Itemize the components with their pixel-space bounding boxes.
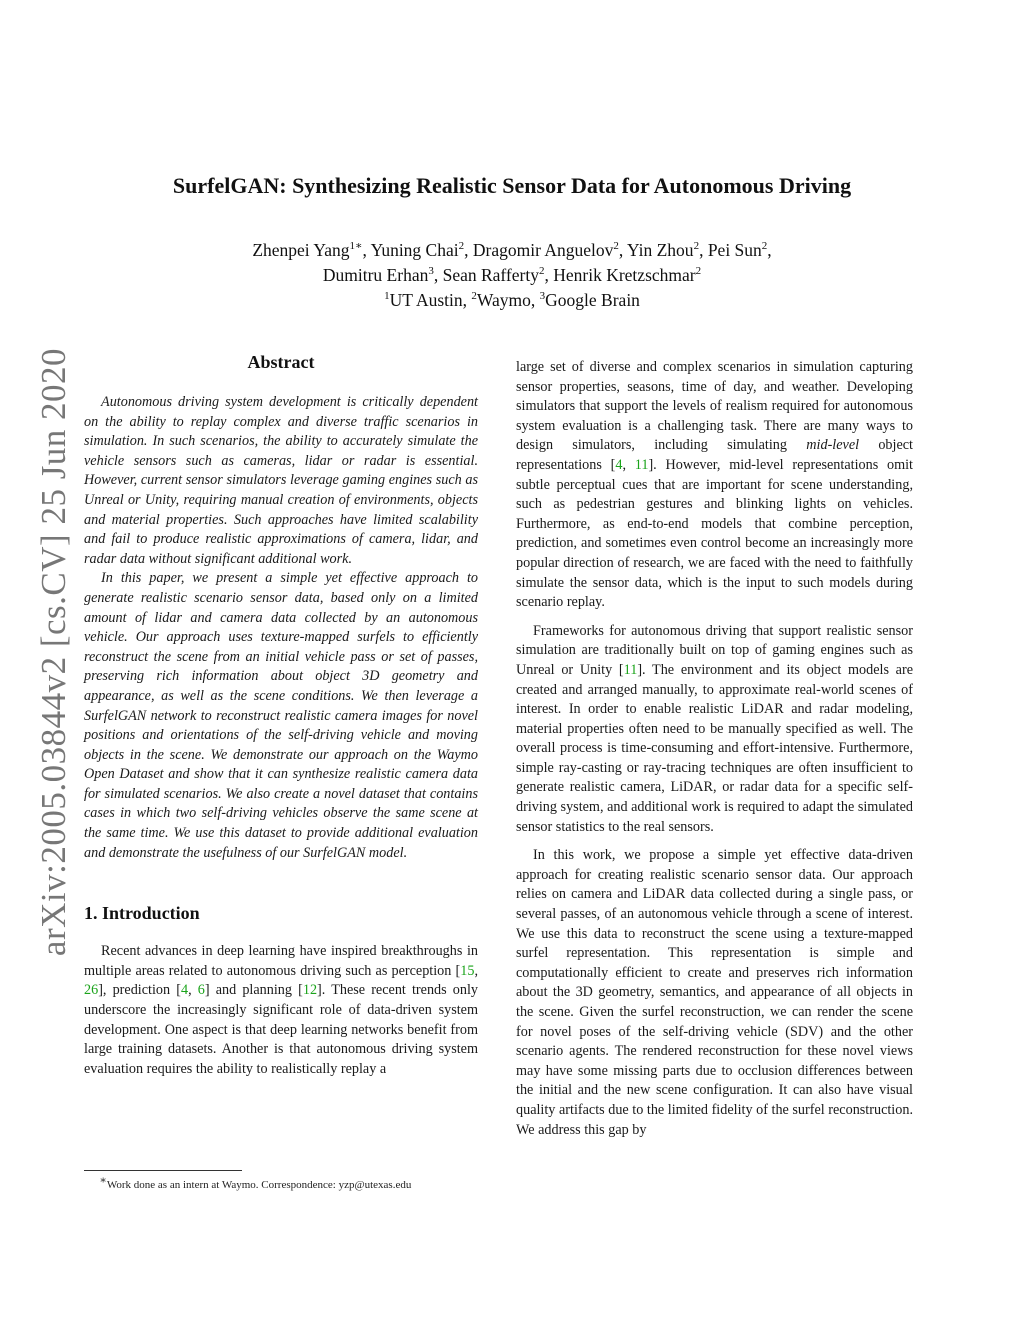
footnote-mark: ∗: [99, 1174, 107, 1187]
right-paragraph-3: In this work, we propose a simple yet effective data-driven approach for creating realistic scenario sensor data. Our approach relies on camera and LiDAR data collected during a single pass, or several passes, of an autonomous vehicle through a scene of interest. We use this data to reconstruct the scene using a texture-mapped surfel representation. This representation is simple and computationally efficient to create and preserves rich information about the 3D geometry, semantics, and appearance of all objects in the scene. Given the surfel reconstruction, we can render the scene for novel poses of the self-driving vehicle (SDV) and the other scenario agents. The rendered reconstruction for these novel views may have some missing parts due to occlusion differences between the initial and the new scene configuration. It can also have visual quality artifacts due to the limited fidelity of the surfel reconstruction. We address this gap by: [516, 847, 913, 1138]
paper-title: SurfelGAN: Synthesizing Realistic Sensor Data for Autonomous Driving: [172, 173, 852, 198]
authors-line-1: [0, 238, 1024, 263]
introduction-heading: 1. Introduction: [84, 903, 200, 924]
body-text: ]. However, mid-level representations omit subtle perceptual cues that are important for scene understanding, such as pedestrian gestures and blinking lights on vehicles. Furthermore, as end-to-end models that combine perception, prediction, and sometimes even control become an increasingly more popular direction of research, we are faced with the need to faithfully simulate the sensor data, which is the input to such models during scenario replay.: [516, 456, 914, 611]
intro-text: Recent advances in deep learning have inspired breakthroughs in multiple areas related to autonomous driving such as perception [: [84, 943, 478, 979]
author-sep: ,: [699, 240, 708, 260]
abstract-paragraph-2: In this paper, we present a simple yet effective approach to generate realistic scenario sensor data, based only on a limited amount of lidar and camera data collected by an autonomous vehicle. Our approach uses texture-mapped surfels to efficiently reconstruct the scene from an initial vehicle pass or set of passes, preserving rich information about object 3D geometry and appearance, as well as the scene conditions. We then leverage a SurfelGAN network to reconstruct realistic camera images for novel positions and orientations of the self-driving vehicle and moving objects in the scene. We demonstrate our approach on the Waymo Open Dataset and show that it can synthesize realistic camera data for simulated scenarios. We also create a novel dataset that contains cases in which two self-driving vehicles observe the same scene at the same time. We use this dataset to provide additional evaluation and demonstrate the usefulness of our SurfelGAN model.: [84, 570, 478, 861]
author-sup: 2: [613, 240, 619, 253]
affiliation-sup: 3: [539, 290, 546, 303]
author-sup: 2: [538, 265, 545, 278]
author-sep: ,: [464, 240, 473, 260]
authors-line-2: [0, 263, 1024, 288]
author-sup: 2: [458, 240, 465, 253]
citation-link[interactable]: 4: [180, 982, 189, 999]
author-name: Zhenpei Yang: [252, 240, 350, 260]
left-column: [84, 352, 478, 1079]
author-sup: 2: [761, 240, 768, 253]
author-name: Henrik Kretzschmar: [553, 265, 696, 285]
author-name: Dumitru Erhan: [322, 265, 429, 285]
intro-text: ] and planning [: [204, 982, 303, 999]
abstract-paragraph-1: Autonomous driving system development is critically dependent on the ability to replay complex and diverse traffic scenarios in simulation. In such scenarios, the ability to accurately simulate the vehicle sensors such as cameras, lidar or radar is essential. However, current sensor simulators leverage gaming engines such as Unreal or Unity, requiring manual creation of environments, objects and material properties. Such approaches have limited scalability and fail to produce realistic approximations of camera, lidar, and radar data without significant additional work.: [84, 394, 478, 567]
citation-link[interactable]: 4: [615, 456, 623, 473]
intro-text: ], prediction [: [98, 982, 181, 999]
author-block: [0, 238, 1024, 313]
author-name: Sean Rafferty: [442, 265, 539, 285]
citation-link[interactable]: 11: [623, 661, 638, 678]
author-name: Yin Zhou: [626, 240, 694, 260]
right-column: [516, 358, 913, 1149]
abstract-body: [84, 393, 478, 863]
right-paragraph-1: [516, 358, 913, 613]
citation-link[interactable]: 11: [634, 456, 649, 473]
right-paragraph-2: [516, 622, 913, 838]
emphasis-text: mid-level: [806, 437, 860, 454]
author-name: Pei Sun: [707, 240, 762, 260]
author-sup: 1∗: [349, 240, 363, 253]
citation-link[interactable]: 6: [197, 982, 205, 999]
intro-text: ]. These recent trends only underscore the increasingly significant role of data-driven system development. One aspect is that deep learning networks benefit from large training datasets. Another is that autonomous driving system evaluation requires the ability to realistically replay a: [84, 982, 479, 1077]
author-sep: ,: [362, 240, 371, 260]
footnote-divider: [84, 1170, 242, 1171]
author-sep: ,: [767, 240, 772, 260]
footnote: [84, 1174, 484, 1191]
abstract-heading: Abstract: [247, 352, 315, 372]
affiliation-name: Google Brain: [545, 290, 640, 310]
citation-link[interactable]: 12: [302, 982, 318, 999]
affiliation-name: Waymo: [476, 290, 531, 310]
affiliation-sup: 1: [384, 290, 390, 303]
body-text: large set of diverse and complex scenarios in simulation capturing sensor properties, seasons, time of day, and weather. Developing simulators that support the levels of realism required for autonomous system evaluation is a challenging task. There are many ways to design simulators, including simulating: [516, 359, 913, 454]
footnote-text: Work done as an intern at Waymo. Correspondence: yzp@utexas.edu: [106, 1179, 412, 1191]
author-sep: ,: [618, 240, 627, 260]
author-sup: 2: [695, 265, 702, 278]
affiliation-sep: ,: [530, 290, 540, 310]
affiliations-line: [0, 288, 1024, 313]
affiliation-sup: 2: [471, 290, 477, 303]
intro-paragraph-1: [84, 942, 478, 1079]
introduction-body: [84, 942, 478, 1079]
body-text: ]. The environment and its object models are created and arranged manually, to approximate real-world scenes of interest. In order to enable realistic LiDAR and radar modeling, material properties often need to be manually specified as well. The overall process is time-consuming and effort-intensive. Furthermore, simple ray-casting or ray-tracing techniques are often insufficient to generate realistic camera, LiDAR, or radar data for a specific self-driving system, and additional work is required to adapt the simulated sensor statistics to the real sensors.: [516, 661, 914, 835]
author-name: Dragomir Anguelov: [472, 240, 614, 260]
citation-link[interactable]: 15: [460, 962, 475, 979]
body-text: ,: [622, 456, 635, 473]
citation-link[interactable]: 26: [84, 982, 99, 999]
body-text: object representations [: [516, 437, 913, 473]
author-sup: 3: [428, 265, 434, 278]
affiliation-name: UT Austin: [389, 290, 463, 310]
body-text: Frameworks for autonomous driving that support realistic sensor simulation are traditionally built on top of gaming engines such as Unreal or Unity [: [516, 622, 913, 678]
author-sup: 2: [693, 240, 700, 253]
author-sep: ,: [433, 265, 443, 285]
author-sep: ,: [544, 265, 554, 285]
arxiv-identifier: arXiv:2005.03844v2 [cs.CV] 25 Jun 2020: [34, 347, 73, 957]
intro-text: ,: [188, 982, 198, 999]
author-name: Yuning Chai: [370, 240, 459, 260]
intro-text: ,: [474, 962, 478, 979]
affiliation-sep: ,: [462, 290, 472, 310]
